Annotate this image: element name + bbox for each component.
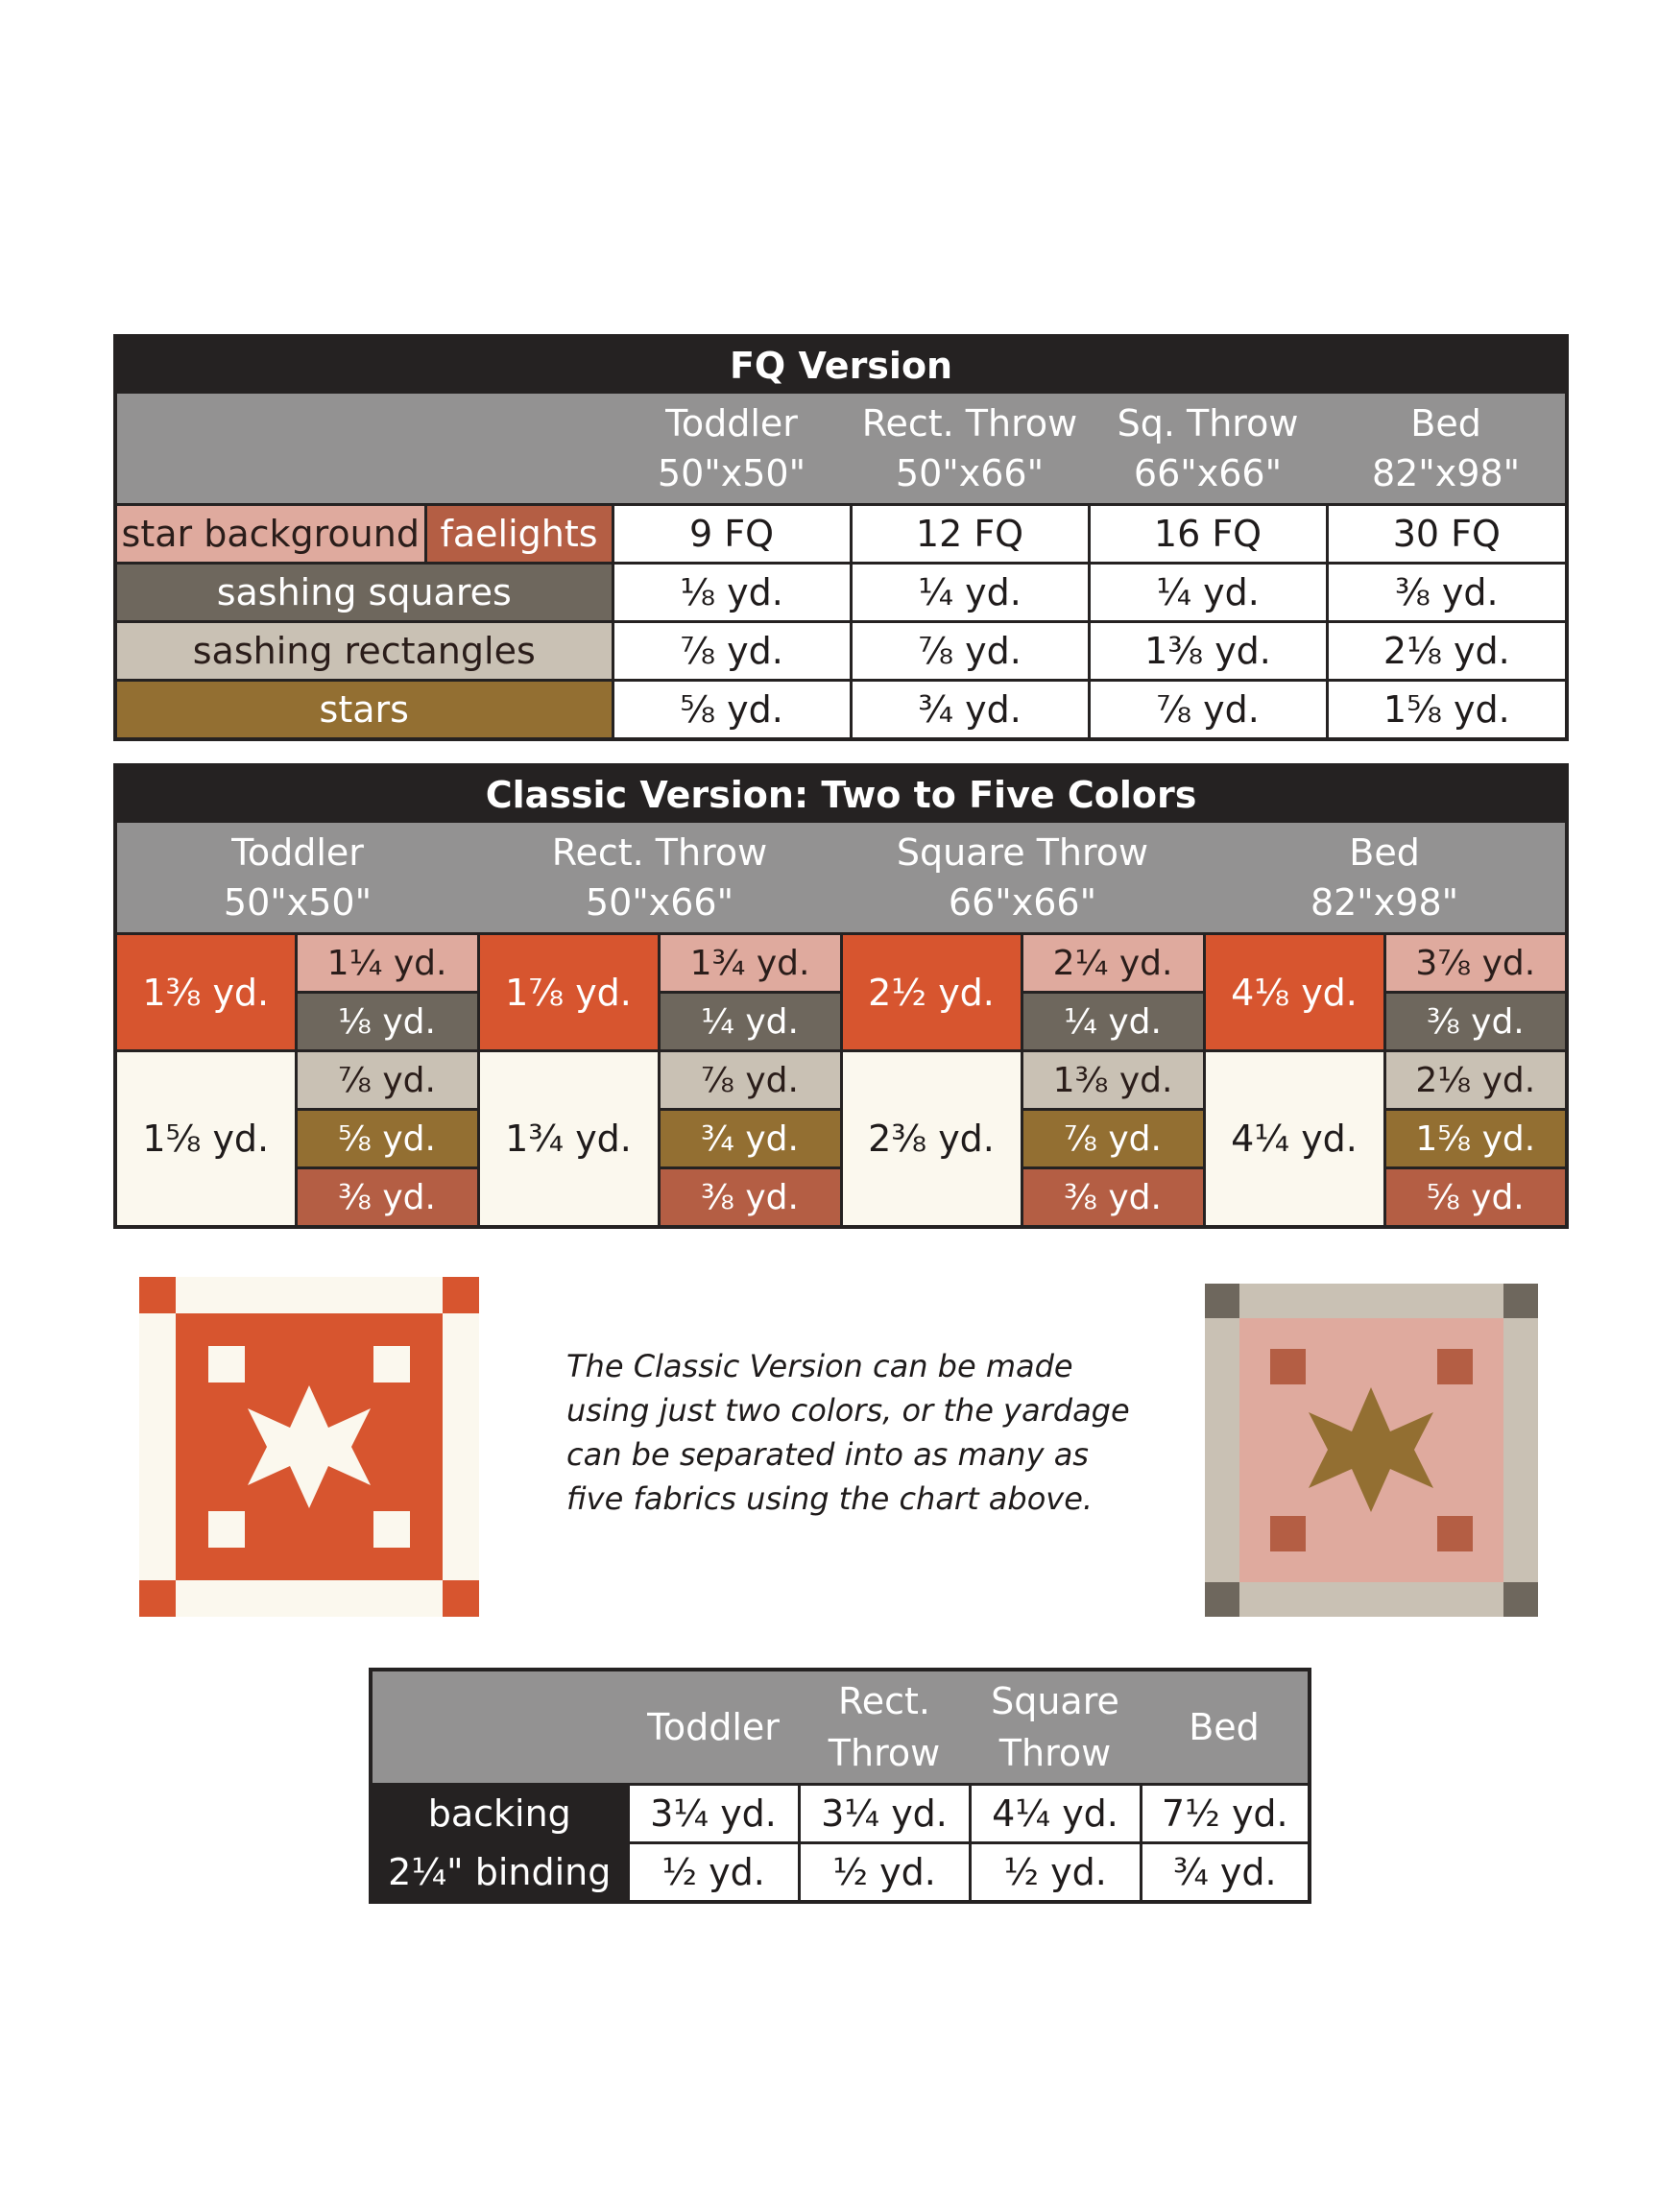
classic-pink-cell: 2¼ yd. [1022,934,1204,993]
classic-version-table [113,763,1569,1229]
binding-cell: ½ yd. [970,1843,1141,1903]
backing-header-square-throw: Square Throw [970,1670,1141,1785]
fq-cell: ⅛ yd. [613,564,851,622]
classic-pink-cell: 1¾ yd. [659,934,841,993]
classic-main-bottom: 2⅜ yd. [841,1051,1022,1228]
fq-cell: ¼ yd. [851,564,1089,622]
fq-cell: 12 FQ [851,505,1089,564]
corner-square [139,1580,176,1617]
classic-tan-cell: ⅞ yd. [296,1051,478,1110]
classic-tan-cell: 2⅛ yd. [1384,1051,1567,1110]
backing-header-toddler: Toddler [628,1670,799,1785]
backing-row [371,1785,1310,1843]
corner-square [139,1277,176,1313]
classic-gold-cell: ⅞ yd. [1022,1110,1204,1168]
classic-grey-cell: ¼ yd. [659,993,841,1051]
classic-main-top: 1⅞ yd. [478,934,659,1051]
fq-table-title: FQ Version [115,336,1567,394]
fq-cell: ¾ yd. [851,681,1089,740]
backing-label: backing [371,1785,628,1843]
corner-square [443,1277,479,1313]
classic-gold-cell: ¾ yd. [659,1110,841,1168]
classic-tan-cell: 1⅜ yd. [1022,1051,1204,1110]
fq-label-stars: stars [115,681,613,740]
classic-rust-cell: ⅜ yd. [296,1168,478,1228]
fq-row-sashing-squares [115,564,1567,622]
fq-cell: ⅜ yd. [1327,564,1567,622]
classic-header-toddler: Toddler 50"x50" [115,823,478,934]
fq-row-star-background [115,505,1567,564]
classic-grey-cell: ⅛ yd. [296,993,478,1051]
classic-main-top: 2½ yd. [841,934,1022,1051]
classic-pink-cell: 1¼ yd. [296,934,478,993]
binding-cell: ½ yd. [628,1843,799,1903]
fq-label-star-background: star background [115,505,425,564]
backing-header-bed: Bed [1141,1670,1310,1785]
fq-cell: 1⅝ yd. [1327,681,1567,740]
fq-version-table [113,334,1569,741]
fq-cell: 1⅜ yd. [1089,622,1327,681]
small-square [208,1346,245,1382]
classic-rust-cell: ⅝ yd. [1384,1168,1567,1228]
fq-label-sashing-rectangles: sashing rectangles [115,622,613,681]
backing-cell: 4¼ yd. [970,1785,1141,1843]
classic-main-bottom: 1⅝ yd. [115,1051,296,1228]
classic-header-bed: Bed 82"x98" [1204,823,1567,934]
classic-grey-cell: ¼ yd. [1022,993,1204,1051]
fq-header-rect-throw: Rect. Throw 50"x66" [851,394,1089,505]
small-square [373,1346,410,1382]
classic-header-square-throw: Square Throw 66"x66" [841,823,1204,934]
corner-square [1503,1582,1538,1617]
fq-header-sq-throw: Sq. Throw 66"x66" [1089,394,1327,505]
fq-cell: 16 FQ [1089,505,1327,564]
binding-row [371,1843,1310,1903]
classic-pink-cell: 3⅞ yd. [1384,934,1567,993]
fq-cell: 9 FQ [613,505,851,564]
small-square [1437,1516,1473,1551]
fq-cell: ⅞ yd. [1089,681,1327,740]
fq-row-sashing-rectangles [115,622,1567,681]
fq-header-toddler: Toddler 50"x50" [613,394,851,505]
corner-square [1205,1284,1239,1318]
small-square [1270,1349,1306,1384]
binding-label: 2¼" binding [371,1843,628,1903]
small-square [1270,1516,1306,1551]
backing-header-blank [371,1670,628,1785]
fq-cell: ⅞ yd. [613,622,851,681]
classic-version-note: The Classic Version can be made using just two colors, or the yardage can be separated into as many as five fabrics using the chart above. [566,1348,1130,1517]
corner-square [1503,1284,1538,1318]
backing-cell: 3¼ yd. [628,1785,799,1843]
backing-cell: 3¼ yd. [799,1785,970,1843]
classic-gold-cell: 1⅝ yd. [1384,1110,1567,1168]
corner-square [1205,1582,1239,1617]
backing-header-rect-throw: Rect. Throw [799,1670,970,1785]
classic-rust-cell: ⅜ yd. [659,1168,841,1228]
classic-main-top: 4⅛ yd. [1204,934,1384,1051]
classic-rust-cell: ⅜ yd. [1022,1168,1204,1228]
classic-tan-cell: ⅞ yd. [659,1051,841,1110]
quilt-block-two-color [139,1277,479,1617]
classic-main-top: 1⅜ yd. [115,934,296,1051]
classic-header-rect-throw: Rect. Throw 50"x66" [478,823,841,934]
fq-cell: 2⅛ yd. [1327,622,1567,681]
small-square [208,1511,245,1548]
fq-cell: 30 FQ [1327,505,1567,564]
classic-grey-cell: ⅜ yd. [1384,993,1567,1051]
fq-label-faelights: faelights [425,505,613,564]
backing-cell: 7½ yd. [1141,1785,1310,1843]
classic-table-title: Classic Version: Two to Five Colors [115,765,1567,823]
classic-main-bottom: 4¼ yd. [1204,1051,1384,1228]
small-square [1437,1349,1473,1384]
small-square [373,1511,410,1548]
quilt-block-five-color [1205,1284,1538,1617]
classic-gold-cell: ⅝ yd. [296,1110,478,1168]
corner-square [443,1580,479,1617]
fq-cell: ⅞ yd. [851,622,1089,681]
binding-cell: ½ yd. [799,1843,970,1903]
fq-cell: ¼ yd. [1089,564,1327,622]
classic-main-bottom: 1¾ yd. [478,1051,659,1228]
fq-row-stars [115,681,1567,740]
fq-header-blank [115,394,613,505]
binding-cell: ¾ yd. [1141,1843,1310,1903]
fq-header-bed: Bed 82"x98" [1327,394,1567,505]
backing-binding-table [369,1668,1311,1904]
fq-cell: ⅝ yd. [613,681,851,740]
fq-label-sashing-squares: sashing squares [115,564,613,622]
